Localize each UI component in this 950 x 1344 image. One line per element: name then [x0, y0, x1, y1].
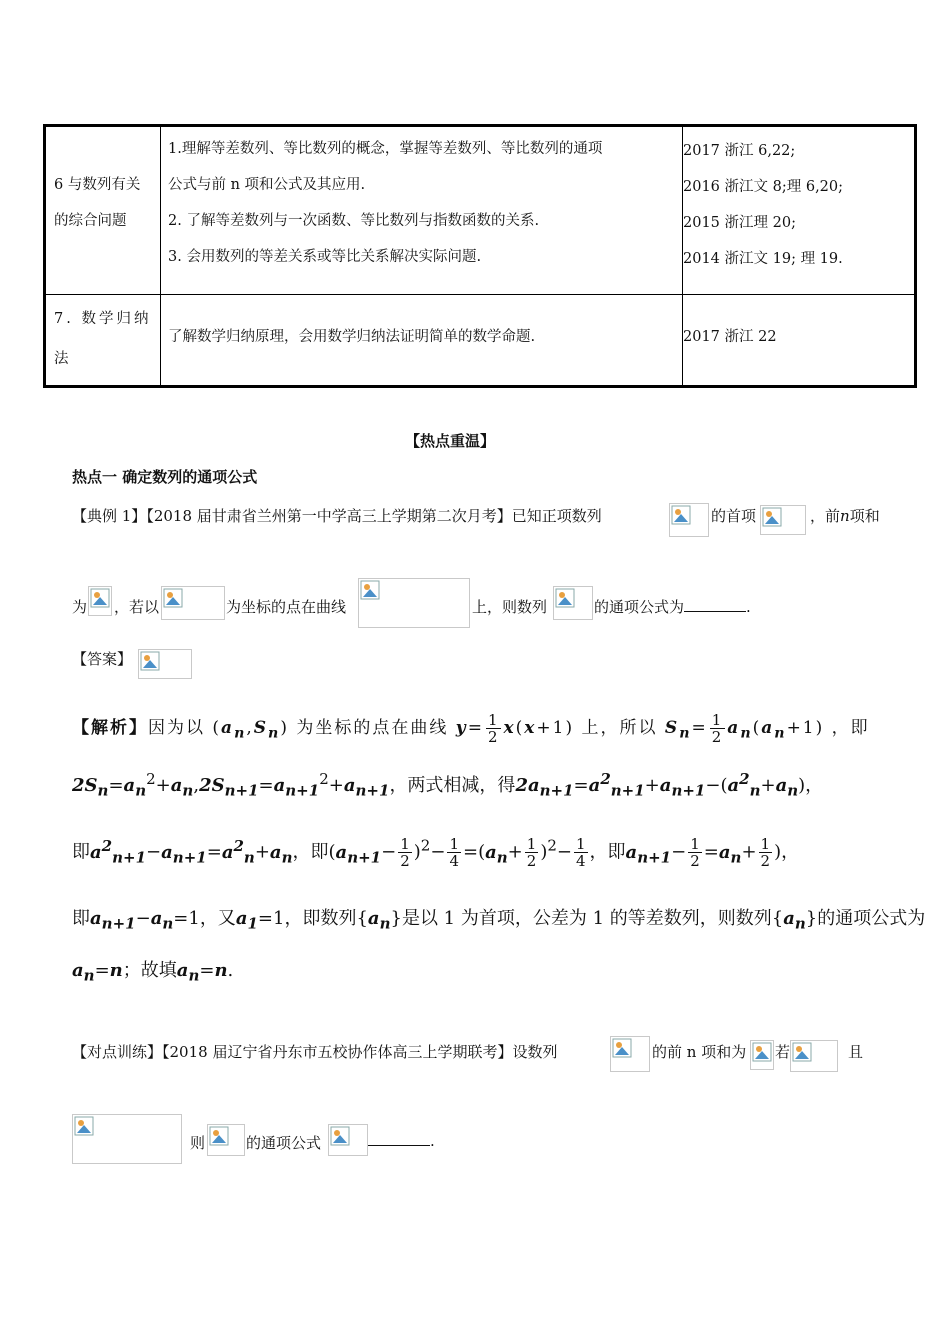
solution-text: ，即 [831, 718, 870, 738]
solution-text: ，即 [292, 841, 329, 863]
example-text: ，前n项和 [810, 507, 880, 525]
formula-image [669, 503, 709, 537]
solution-text: 因为以 [148, 718, 205, 738]
requirement-text: 1.理解等差数列、等比数列的概念，掌握等差数列、等比数列的通项 [168, 141, 603, 157]
topic-text: 7. 数学归纳 [54, 311, 152, 327]
broken-image-icon [671, 505, 691, 525]
exam-text: 2015 浙江理 20; [683, 215, 796, 231]
formula-image [790, 1040, 838, 1072]
solution-text: ，又 [199, 908, 236, 929]
topic-text: 法 [54, 351, 69, 367]
practice-text: . [368, 1132, 435, 1150]
practice-text: 的前 n 项和为 [652, 1043, 747, 1061]
solution-text: . [227, 960, 234, 981]
solution-text: ，即 [589, 841, 626, 863]
solution-text: 是以 1 为首项，公差为 1 的等差数列，则数列 [401, 908, 772, 929]
solution-line: 即$a^2_{n+1}-a_{n+1}=a^2_n+a_n$，即($a_{n+1}-$ $\frac{1}{2}$ )$^2$− $\frac{1}{4}$ $=(a_n+$ $\frac{1}{2}$ )$^2$− $\frac{1}{4}$ ，即$a_{n+1}-$ $\frac{1}{2}$ $=a_n+$ $\frac{1}{2}$ )， [72, 835, 800, 870]
answer-blank [684, 599, 746, 612]
example-text: 的首项 [711, 507, 757, 525]
broken-image-icon [209, 1126, 229, 1146]
example-source: 【2018 届甘肃省兰州第一中学高三上学期第二次月考】 [146, 507, 512, 525]
answer-blank [368, 1133, 430, 1146]
formula-image [553, 586, 593, 620]
solution-label: 【解析】 [72, 718, 148, 738]
requirement-text: 2. 了解等差数列与一次函数、等比数列与指数函数的关系. [168, 213, 540, 229]
broken-image-icon [752, 1042, 772, 1062]
solution-text: 的通项公式为 [817, 908, 926, 929]
formula-image [358, 578, 470, 628]
table-requirement-cell [168, 319, 535, 355]
solution-line: $2S_n=a_n^2+a_n,2S_{n+1}=a_{n+1}^2+a_{n+1}$，两式相减，得$2a_{n+1}=a^2_{n+1}+a_{n+1}-(a^2_n+a_n)$， [72, 770, 824, 800]
solution-line: 即$a_{n+1}-a_n=1$，又$a_1=1$，即数列$\{a_n\}$是以 1 为首项，公差为 1 的等差数列，则数列$\{a_n\}$的通项公式为 [72, 908, 926, 933]
exam-text: 2016 浙江文 8;理 6,20; [683, 179, 844, 195]
formula-image [760, 505, 806, 535]
practice-text: 且 [848, 1043, 864, 1061]
requirement-text: 公式与前 n 项和公式及其应用. [168, 177, 366, 193]
broken-image-icon [762, 507, 782, 527]
broken-image-icon [792, 1042, 812, 1062]
exam-text: 2017 浙江 6,22; [683, 143, 796, 159]
solution-text: 即 [72, 908, 90, 929]
broken-image-icon [330, 1126, 350, 1146]
topic-text: 6 与数列有关 [54, 177, 141, 193]
practice-text: 的通项公式 [246, 1134, 322, 1152]
example-text: 上，则数列 [472, 598, 548, 616]
formula-image [750, 1040, 774, 1070]
exam-text: 2014 浙江文 19; 理 19. [683, 251, 843, 267]
solution-text: 上，所以 [581, 718, 658, 738]
practice-text: 若 [775, 1043, 791, 1061]
example-text: 为 [72, 598, 88, 616]
broken-image-icon [74, 1116, 94, 1136]
formula-image [72, 1114, 182, 1164]
solution-line: 【解析】因为以 $(a_n,S_n)$ 为坐标的点在曲线 y= $\frac{1}{2}$ x(x+1) 上，所以 $S_n=$ $\frac{1}{2}$ $a_n(a_n+1)$ ，即 [72, 711, 870, 746]
table-exam-cell [683, 319, 777, 355]
practice-tag: 【对点训练】 [72, 1043, 163, 1061]
broken-image-icon [612, 1038, 632, 1058]
table-exam-cell [683, 133, 843, 277]
broken-image-icon [140, 651, 160, 671]
practice-text: 设数列 [512, 1043, 558, 1061]
answer-label: 【答案】 [72, 650, 133, 668]
example-text: 为坐标的点在曲线 [226, 598, 347, 616]
example-text: ，若以 [114, 598, 160, 616]
solution-text: ，两式相减，得 [389, 775, 516, 796]
formula-image [207, 1124, 245, 1156]
broken-image-icon [555, 588, 575, 608]
answer-formula-image [138, 649, 192, 679]
example-text: 已知正项数列 [511, 507, 602, 525]
broken-image-icon [163, 588, 183, 608]
hotspot-title: 热点一 确定数列的通项公式 [72, 468, 258, 486]
exam-text: 2017 浙江 22 [683, 329, 777, 345]
broken-image-icon [90, 588, 110, 608]
solution-line: $a_n=n$；故填$a_n=n$. [72, 960, 234, 985]
solution-text: 为坐标的点在曲线 [296, 718, 449, 738]
example-paragraph [72, 505, 602, 526]
formula-image [161, 586, 225, 620]
solution-text: ，即数列 [284, 908, 357, 929]
table-requirement-cell [168, 131, 602, 275]
requirement-text: 3. 会用数列的等差关系或等比关系解决实际问题. [168, 249, 482, 265]
solution-text: ；故填 [122, 960, 177, 981]
practice-text: 则 [190, 1134, 206, 1152]
table-topic-cell [54, 299, 151, 379]
formula-image [328, 1124, 368, 1156]
formula-image [88, 586, 112, 616]
table-topic-cell [54, 167, 140, 239]
practice-source: 【2018 届辽宁省丹东市五校协作体高三上学期联考】 [162, 1043, 513, 1061]
practice-paragraph [72, 1041, 557, 1062]
requirement-text: 了解数学归纳原理，会用数学归纳法证明简单的数学命题. [168, 329, 536, 345]
table-row-divider [46, 294, 914, 295]
solution-text: 即 [72, 841, 90, 863]
example-text: 的通项公式为 . [594, 598, 751, 616]
section-title: 【热点重温】 [405, 432, 496, 450]
broken-image-icon [360, 580, 380, 600]
example-tag: 【典例 1】 [72, 507, 147, 525]
table-col-divider [160, 127, 161, 385]
topic-text: 的综合问题 [54, 213, 127, 229]
formula-image [610, 1036, 650, 1072]
requirements-table [43, 124, 917, 388]
